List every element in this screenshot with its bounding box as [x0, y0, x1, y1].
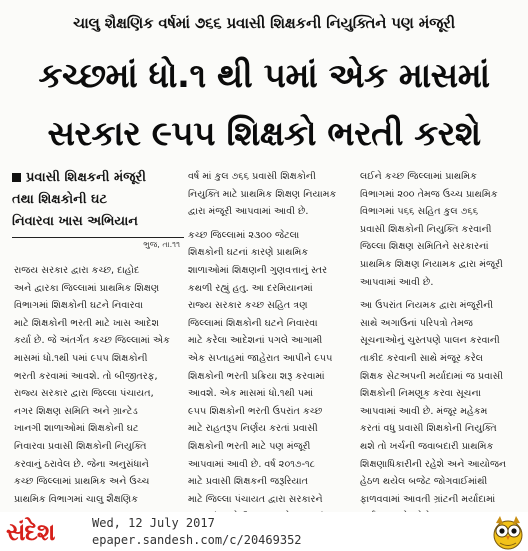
- article-line: પ્રાથમિક શિક્ષણ નિયામક દ્વારા મંજૂરી: [360, 258, 503, 270]
- article-line: કરતાં વધુ પ્રવાસી શિક્ષકોની નિયુક્તિ: [360, 423, 497, 435]
- article-line: માટે જિલ્લા પંચાયત દ્વારા સરકારને: [188, 493, 323, 505]
- article-line: આવશે. એક માસમાં ધો.૧થી પમાં: [188, 388, 314, 400]
- article-line: કચ્છ જિલ્લામાં ૨૩૦૦ જેટલા: [188, 229, 300, 241]
- article-line: વિભાગમાં ૨૦૦ તેમજ ઉચ્ચ પ્રાથમિક: [360, 188, 498, 200]
- article-line: તાકીદ કરવાની સાથે મંજૂર કરેલ: [360, 352, 484, 364]
- article-line: કથળી રહ્યું હતુ. આ દરમિયાનમાં: [188, 282, 313, 294]
- article-line: કર્યા છે. જે અંતર્ગત કચ્છ જિલ્લામાં એક: [14, 335, 170, 347]
- article-line: નિયુક્તિ માટે પ્રાથમિક શિક્ષણ નિયામક: [188, 188, 337, 200]
- subhead-divider: [12, 237, 184, 238]
- article-line: રાજ્ય સરકાર કચ્છ સહિત ત્રણ: [188, 300, 308, 312]
- subhead-line: નિવારવા ખાસ અભિયાન: [12, 214, 138, 229]
- article-line: રાજય સરકાર દ્વારા કચ્છ, દાહોદ: [14, 265, 140, 276]
- article-line: જિલ્લા શિક્ષણ સમિતિને સરકારનાં: [360, 241, 489, 253]
- article-line: શિક્ષણાધિકારીની રહેશે અને આયોજન: [360, 458, 507, 470]
- article-line: શિક્ષકોની નિમણૂક કરવા સૂચના: [360, 388, 481, 400]
- article-line: ભરતી કરવામાં આવશે. તો બીજીતરફ,: [14, 370, 158, 382]
- article-line: માસમાં ધો.૧થી પમાં ૯૫૫ શિક્ષકોની: [14, 352, 148, 364]
- article-line: શિક્ષકોની ઘટનાં કારણે પ્રાથમિક: [188, 247, 309, 259]
- article-line: પ્રાથમિક વિભાગમાં ચાલુ શૈક્ષણિક: [14, 493, 139, 505]
- epaper-footer: [0, 512, 528, 551]
- sandesh-logo[interactable]: સંદેશ: [6, 518, 55, 546]
- article-line: અને દ્વારકા જિલ્લામાં પ્રાથમિક શિક્ષણ: [14, 282, 160, 294]
- article-line: આપવામાં આવી છે. મંજૂર મહેકમ: [360, 405, 488, 417]
- article-line: માટે પ્રવાસી શિક્ષકની જરૂરિયાત: [188, 476, 308, 488]
- article-line: કરવાનું ઠરાવેલ છે. જેના અનુસંધાને: [14, 458, 149, 470]
- sidebar-subhead: [12, 168, 182, 238]
- article-line: શિક્ષકોની ભરતી માટે પણ મંજૂરી: [188, 440, 311, 452]
- owl-icon: [490, 513, 526, 551]
- article-line: આપવામાં આવી છે. વર્ષ ૨૦૧૭-૧૮: [188, 458, 316, 470]
- edition-date: Wed, 12 July 2017: [92, 516, 215, 530]
- article-line: જિલ્લામાં શિક્ષકોની ઘટને નિવારવા: [188, 317, 318, 329]
- article-line: હેઠળ થયેલ બજેટ જોગવાઈમાંથી: [360, 476, 488, 488]
- article-column-2: [188, 168, 354, 526]
- article-line: રાજ્ય સરકાર દ્વારા જિલ્લા પંચાયત,: [14, 388, 154, 400]
- article-line: પ્રવાસી શિક્ષકોની નિયુક્તિ કરવાની: [360, 223, 492, 235]
- article-line: નગર શિક્ષણ સમિતિ અને ગ્રાન્ટેડ: [14, 405, 138, 417]
- article-line: સૂચનાઓનું ચુસ્તપણે પાલન કરવાની: [360, 335, 500, 347]
- article-line: શાળાઓમાં શિક્ષણની ગુણવત્તાનું સ્તર: [188, 264, 328, 276]
- headline-line-2: સરકાર ૯૫૫ શિક્ષકો ભરતી કરશે: [47, 114, 481, 154]
- article-line: થશે તો ખર્ચની જવાબદારી પ્રાથમિક: [360, 440, 494, 452]
- article-line: ૯૫૫ શિક્ષકોની ભરતી ઉપરાંત કચ્છ: [188, 405, 323, 417]
- article-line: માટે શિક્ષકોની ભરતી માટે ખાસ આદેશ: [14, 317, 159, 329]
- subhead-line: પ્રવાસી શિક્ષકની મંજૂરી: [26, 170, 146, 185]
- article-line: નિવારવા પ્રવાસી શિક્ષકોની નિયુક્તિ: [14, 440, 147, 452]
- article-line: એક સપ્તાહમાં જાહેરાત આપીને ૯૫૫: [188, 352, 333, 364]
- epaper-link[interactable]: epaper.sandesh.com/c/20469352: [92, 533, 302, 547]
- article-line: આ ઉપરાંત નિયમક દ્વારા મંજૂરીની: [360, 300, 494, 312]
- article-line: વિભાગમાં શિક્ષકોની ઘટને નિવારવા: [14, 300, 143, 312]
- article-line: શિક્ષક સેટઅપની મર્યાદામાં જ પ્રવાસી: [360, 370, 504, 382]
- subhead-line: તથા શિક્ષકોની ઘટ: [12, 192, 108, 207]
- article-line: માટે કરેલા આદેશનાં પગલે આગામી: [188, 335, 323, 347]
- article-line: લઈને કચ્છ જિલ્લામાં પ્રાથમિક: [360, 171, 477, 182]
- article-line: વિભાગમાં ૫૬૬ સહિત કુલ ૭૬૬: [360, 206, 479, 218]
- article-column-1: [14, 262, 184, 508]
- article-line: ફાળવવામાં આવતી ગ્રાંટની મર્યાદામાં: [360, 493, 496, 505]
- article-line: દ્વારા મંજૂરી આપવામાં આવી છે.: [188, 206, 309, 218]
- article-column-3: [360, 168, 520, 526]
- article-line: શિક્ષકોની ભરતી પ્રક્રિયા શરૂ કરવામાં: [188, 370, 325, 382]
- article-line: વર્ષ માં કુલ ૭૬૬ પ્રવાસી શિક્ષકોની: [188, 171, 316, 182]
- dateline: ભુજ, તા.૧૧: [143, 240, 180, 249]
- article-line: સાથે અગાઉનાં પરિપત્રો તેમજ: [360, 317, 473, 329]
- article-line: કચ્છ જિલ્લામાં પ્રાથમિક અને ઉચ્ચ: [14, 476, 150, 488]
- article-kicker: ચાલુ શૈક્ષણિક વર્ષમાં ૭૬૬ પ્રવાસી શિક્ષકની નિયુક્તિને પણ મંજૂરી: [73, 14, 455, 32]
- article-line: આપવામાં આવી છે.: [360, 276, 434, 288]
- article-line: ખાનગી શાળાઓમાં શિક્ષકોની ઘટ: [14, 423, 139, 435]
- article-line: માટે રાહતરૂપ નિર્ણય કરતાં પ્રવાસી: [188, 423, 318, 435]
- headline-line-1: કચ્છમાં ધો.૧ થી ૫માં એક માસમાં: [38, 56, 490, 96]
